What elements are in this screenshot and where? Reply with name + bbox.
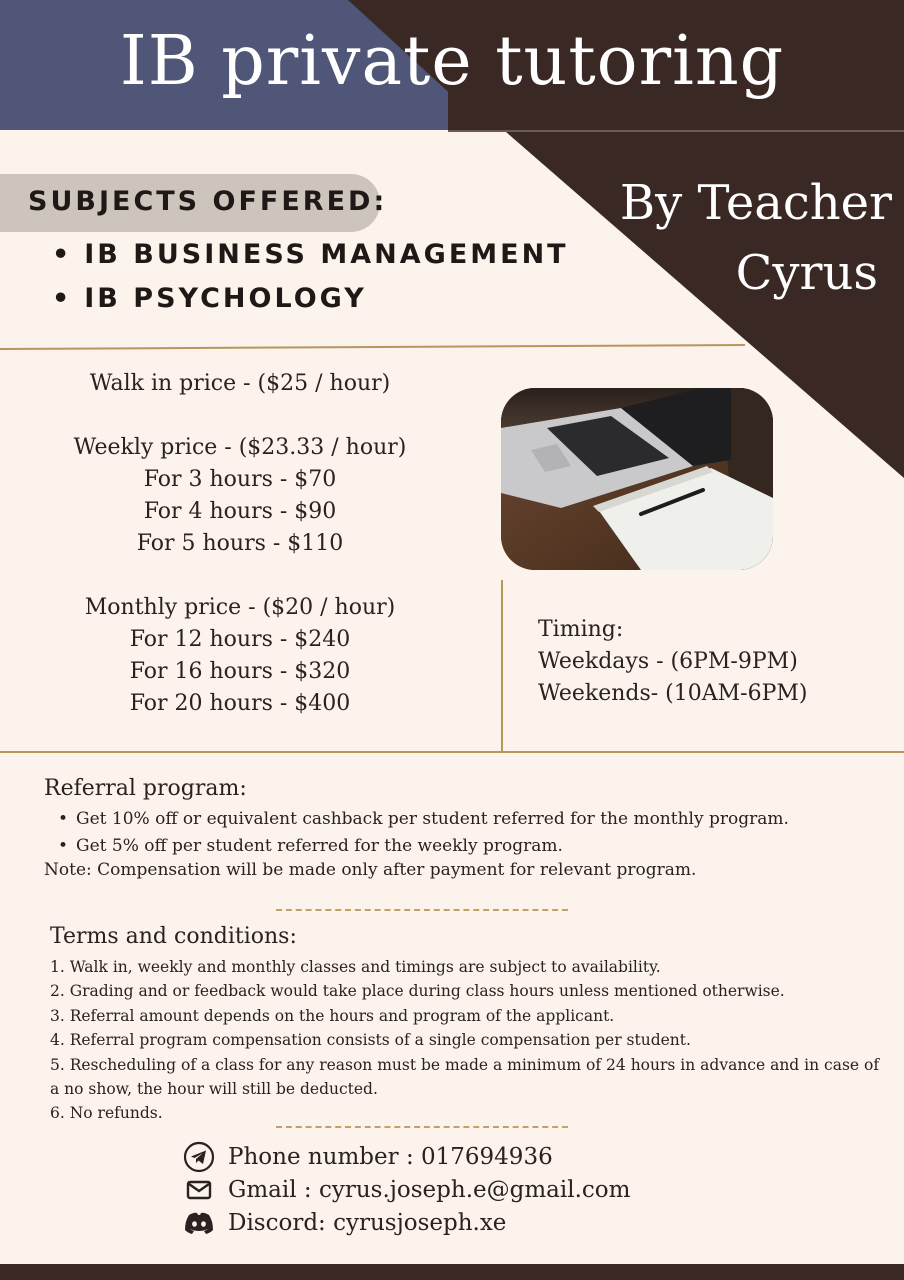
contact-discord[interactable] bbox=[182, 1206, 630, 1239]
weekly-price-line: For 4 hours - $90 bbox=[143, 499, 337, 524]
terms-item: 3. Referral amount depends on the hours and program of the applicant. bbox=[50, 1006, 615, 1025]
monthly-price-line: For 16 hours - $320 bbox=[129, 659, 351, 684]
weekly-price-line: For 3 hours - $70 bbox=[143, 467, 337, 492]
terms-item: 2. Grading and or feedback would take place during class hours unless mentioned otherwise. bbox=[50, 982, 785, 1001]
page-title: IB private tutoring bbox=[119, 22, 785, 101]
subjects-list bbox=[52, 233, 569, 321]
referral-list bbox=[58, 806, 789, 860]
contact-gmail[interactable] bbox=[182, 1173, 630, 1206]
referral-item: • Get 10% off or equivalent cashback per student referred for the monthly program. bbox=[58, 806, 789, 833]
phone-text: Phone number : 017694936 bbox=[228, 1143, 553, 1170]
dashed-divider bbox=[276, 1126, 568, 1128]
byline bbox=[592, 168, 892, 308]
terms-item: 6. No refunds. bbox=[50, 1104, 163, 1123]
timing-section bbox=[538, 614, 808, 710]
telegram-icon bbox=[182, 1143, 216, 1171]
terms-list bbox=[50, 955, 880, 1126]
footer-bar bbox=[0, 1264, 904, 1280]
monthly-price-heading: Monthly price - ($20 / hour) bbox=[84, 595, 396, 620]
monthly-price-line: For 20 hours - $400 bbox=[129, 691, 351, 716]
terms-heading: Terms and conditions: bbox=[50, 924, 297, 949]
subject-item: • IB PSYCHOLOGY bbox=[52, 277, 569, 321]
terms-item: 5. Rescheduling of a class for any reason must be made a minimum of 24 hours in advance and in case of a no show, the hour will still be deducted. bbox=[50, 1055, 880, 1099]
dashed-divider bbox=[276, 909, 568, 911]
weekly-price-line: For 5 hours - $110 bbox=[136, 531, 344, 556]
referral-item: • Get 5% off per student referred for the weekly program. bbox=[58, 833, 789, 860]
laptop-photo bbox=[501, 388, 773, 570]
referral-heading: Referral program: bbox=[44, 776, 247, 801]
walk-in-price: Walk in price - ($25 / hour) bbox=[89, 371, 391, 396]
pricing-section bbox=[40, 368, 440, 720]
referral-note: Note: Compensation will be made only after payment for relevant program. bbox=[44, 860, 697, 880]
discord-icon bbox=[182, 1209, 216, 1237]
discord-text: Discord: cyrusjoseph.xe bbox=[228, 1209, 507, 1236]
subject-item: • IB BUSINESS MANAGEMENT bbox=[52, 233, 569, 277]
gmail-text: Gmail : cyrus.joseph.e@gmail.com bbox=[228, 1176, 631, 1203]
monthly-price-line: For 12 hours - $240 bbox=[129, 627, 351, 652]
timing-weekends: Weekends- (10AM-6PM) bbox=[538, 681, 808, 706]
terms-item: 4. Referral program compensation consists of a single compensation per student. bbox=[50, 1031, 691, 1050]
byline-line2: Cyrus bbox=[735, 245, 878, 301]
timing-heading: Timing: bbox=[538, 617, 624, 642]
weekly-price-heading: Weekly price - ($23.33 / hour) bbox=[73, 435, 407, 460]
terms-item: 1. Walk in, weekly and monthly classes and timings are subject to availability. bbox=[50, 958, 661, 976]
byline-line1: By Teacher bbox=[619, 175, 892, 231]
contact-section bbox=[182, 1140, 630, 1239]
timing-weekdays: Weekdays - (6PM-9PM) bbox=[538, 649, 798, 674]
mail-icon bbox=[182, 1176, 216, 1204]
contact-phone[interactable] bbox=[182, 1140, 630, 1173]
divider-top bbox=[0, 345, 745, 349]
subjects-heading: SUBJECTS OFFERED: bbox=[28, 186, 388, 217]
